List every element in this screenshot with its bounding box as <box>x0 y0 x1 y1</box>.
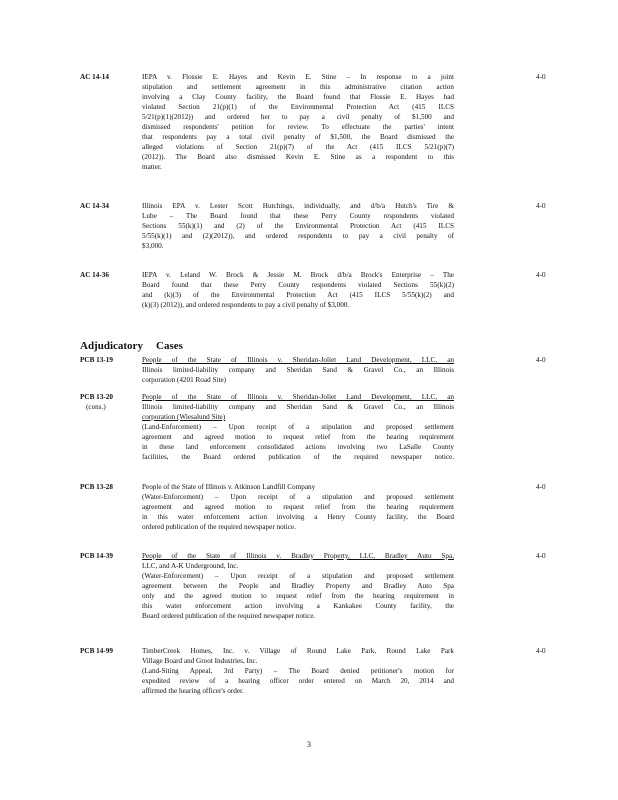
vote-count: 4-0 <box>536 202 546 210</box>
case-summary <box>142 482 454 532</box>
vote-count: 4-0 <box>536 73 546 81</box>
summary-line: affirmed the hearing officer's order. <box>142 687 244 695</box>
summary-line: corporation (Wiesalund Site) <box>142 413 226 421</box>
summary-line: Illinois EPA v. Lester Scott Hutchings, individually, and d/b/a Hutch's Tire & <box>142 202 454 210</box>
case-number: AC 14-34 <box>80 202 109 210</box>
summary-line: Board ordered publication of the required newspaper notice. <box>142 612 316 620</box>
summary-line: alleged violations of Section 21(p)(7) of the Act (415 ILCS 5/21(p)(7) <box>142 143 454 151</box>
summary-line: and (k)(3) of the Environmental Protection Act (415 ILCS 5/55(k)(2) and <box>142 291 454 299</box>
summary-line: (2012)). The Board also dismissed Kevin E. Stine as a respondent to this <box>142 153 454 161</box>
summary-line: (Water-Enforcement) – Upon receipt of a stipulation and proposed settlement <box>142 572 454 580</box>
summary-line: Board found that these Perry County respondents violated Sections 55(k)(2) <box>142 281 454 289</box>
summary-line: dismissed respondents' petition for review. To effectuate the parties' intent <box>142 123 454 131</box>
section-subtitle: Cases <box>156 340 183 352</box>
case-number: AC 14-14 <box>80 73 109 81</box>
case-summary <box>142 392 454 462</box>
section-title: Adjudicatory <box>80 340 143 352</box>
summary-line: People of the State of Illinois v. Sheridan-Joliet Land Development, LLC, an <box>142 393 454 401</box>
summary-line: (Water-Enforcement) – Upon receipt of a stipulation and proposed settlement <box>142 493 454 501</box>
vote-count: 4-0 <box>536 647 546 655</box>
summary-line: corporation (4201 Road Site) <box>142 376 227 384</box>
summary-line: People of the State of Illinois v. Atkinson Landfill Company <box>142 483 316 491</box>
case-number: PCB 13-28 <box>80 483 113 491</box>
vote-count: 4-0 <box>536 483 546 491</box>
case-summary <box>142 270 454 310</box>
summary-line: $3,000. <box>142 242 164 250</box>
summary-line: Village Board and Groot Industries, Inc. <box>142 657 258 665</box>
summary-line: involving a Clay County facility, the Board found that Flossie E. Hayes had <box>142 93 454 101</box>
summary-line: violated Section 21(p)(1) of the Environmental Protection Act (415 ILCS <box>142 103 454 111</box>
summary-line: in this water enforcement action involving a Henry County facility, the Board <box>142 513 454 521</box>
case-number-text: PCB 13-20 <box>80 393 113 401</box>
section-heading <box>80 340 183 352</box>
page-number: 3 <box>307 740 311 749</box>
case-number: PCB 14-39 <box>80 552 113 560</box>
case-summary <box>142 646 454 696</box>
summary-line: 5/21(p)(1)(2012)) and ordered her to pay a civil penalty of $1,500 and <box>142 113 454 121</box>
summary-line: ordered publication of the required newspaper notice. <box>142 523 296 531</box>
consolidated-label: (cons.) <box>86 403 106 411</box>
summary-line: this water enforcement action involving a Kankakee County facility, the <box>142 602 454 610</box>
summary-line: Illinois limited-liability company and Sheridan Sand & Gravel Co., an Illinois <box>142 403 454 411</box>
summary-line: TimberCreek Homes, Inc. v. Village of Round Lake Park, Round Lake Park <box>142 647 454 655</box>
summary-line: 5/55(k)(1) and (2)(2012)), and ordered respondents to pay a civil penalty of <box>142 232 454 240</box>
summary-line: in these land enforcement consolidated actions involving two LaSalle County <box>142 443 454 451</box>
summary-line: facilities, the Board ordered publication of the required newspaper notice. <box>142 453 454 461</box>
case-number: PCB 14-99 <box>80 647 113 655</box>
summary-line: matter. <box>142 163 162 171</box>
case-summary <box>142 355 454 385</box>
summary-line: LLC, and A-K Underground, Inc. <box>142 562 239 570</box>
summary-line: agreement and agreed motion to request relief from the hearing requirement <box>142 503 454 511</box>
case-number <box>80 392 142 412</box>
summary-line: People of the State of Illinois v. Sheridan-Joliet Land Development, LLC, an <box>142 356 454 364</box>
summary-line: agreement between the People and Bradley Property and Bradley Auto Spa <box>142 582 454 590</box>
summary-line: People of the State of Illinois v. Bradley Property, LLC, Bradley Auto Spa, <box>142 552 454 560</box>
summary-line: Sections 55(k)(1) and (2) of the Environmental Protection Act (415 ILCS <box>142 222 454 230</box>
summary-line: (Land-Siting Appeal, 3rd Party) – The Board denied petitioner's motion for <box>142 667 454 675</box>
summary-line: agreement and agreed motion to request relief from the hearing requirement <box>142 433 454 441</box>
summary-line: expedited review of a hearing officer order entered on March 20, 2014 and <box>142 677 454 685</box>
vote-count: 4-0 <box>536 271 546 279</box>
summary-line: Lube – The Board found that these Perry County respondents violated <box>142 212 454 220</box>
summary-line: Illinois limited-liability company and Sheridan Sand & Gravel Co., an Illinois <box>142 366 454 374</box>
case-summary <box>142 551 454 621</box>
case-number: AC 14-36 <box>80 271 109 279</box>
case-summary <box>142 201 454 251</box>
vote-count: 4-0 <box>536 552 546 560</box>
vote-count: 4-0 <box>536 356 546 364</box>
case-number: PCB 13-19 <box>80 356 113 364</box>
summary-line: only and the agreed motion to request relief from the hearing requirement in <box>142 592 454 600</box>
case-summary <box>142 72 454 172</box>
summary-line: IEPA v. Leland W. Brock & Jessie M. Brock d/b/a Brock's Enterprise – The <box>142 271 454 279</box>
summary-line: IEPA v. Flossie E. Hayes and Kevin E. Stine – In response to a joint <box>142 73 454 81</box>
summary-line: (k)(3) (2012)), and ordered respondents to pay a civil penalty of $3,000. <box>142 301 350 309</box>
summary-line: (Land-Enforcement) – Upon receipt of a stipulation and proposed settlement <box>142 423 454 431</box>
summary-line: that respondents pay a total civil penalty of $1,500, the Board dismissed the <box>142 133 454 141</box>
summary-line: stipulation and settlement agreement in this administrative citation action <box>142 83 454 91</box>
